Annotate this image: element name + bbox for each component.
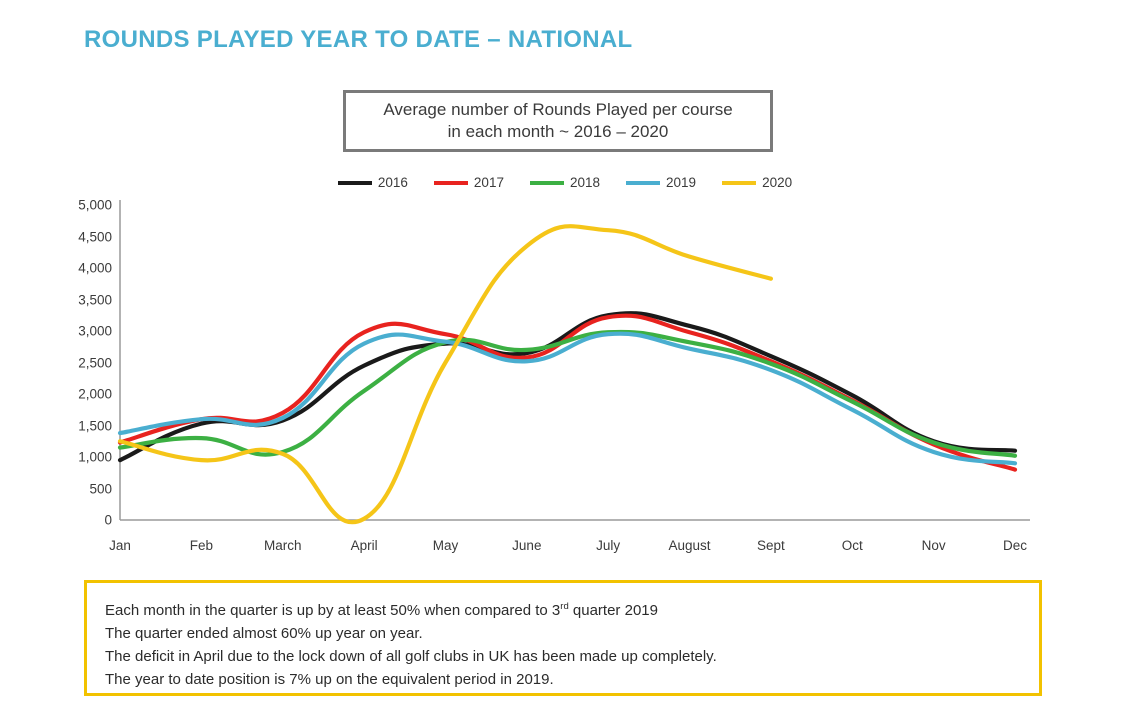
x-tick-May: May	[432, 538, 459, 553]
legend-item-2017	[434, 175, 504, 190]
legend-swatch-2020	[722, 181, 756, 185]
note-line-1-b: quarter 2019	[568, 602, 658, 619]
y-tick-500: 500	[89, 481, 112, 496]
note-line-2: The quarter ended almost 60% up year on year.	[105, 625, 423, 642]
y-tick-4,500: 4,500	[78, 229, 112, 244]
y-tick-1,500: 1,500	[78, 418, 112, 433]
y-tick-2,500: 2,500	[78, 355, 112, 370]
legend-swatch-2019	[626, 181, 660, 185]
y-tick-3,000: 3,000	[78, 323, 112, 339]
x-tick-August: August	[668, 538, 711, 553]
x-tick-April: April	[350, 538, 378, 553]
chart-subtitle-line2: in each month ~ 2016 – 2020	[447, 122, 669, 141]
notes-box	[84, 580, 1042, 696]
y-tick-3,500: 3,500	[78, 292, 112, 307]
note-line-1-sup: rd	[560, 601, 569, 612]
chart-legend	[330, 175, 800, 190]
y-axis-tick-labels	[50, 190, 112, 530]
note-line-3: The deficit in April due to the lock down of all golf clubs in UK has been made up completely.	[105, 648, 717, 665]
legend-item-2020	[722, 175, 792, 190]
chart-subtitle-line1: Average number of Rounds Played per course	[383, 100, 733, 119]
series-line-2018	[120, 332, 1015, 456]
line-chart-svg	[0, 190, 1129, 570]
x-tick-July: July	[596, 538, 621, 553]
series-line-2019	[120, 334, 1015, 464]
note-line-4: The year to date position is 7% up on the equivalent period in 2019.	[105, 671, 554, 688]
series-line-2020	[120, 226, 771, 522]
legend-item-2016	[338, 175, 408, 190]
chart-plot-area	[0, 190, 1129, 570]
note-line-1-a: Each month in the quarter is up by at least 50% when compared to 3	[105, 602, 561, 619]
legend-label-2017: 2017	[473, 175, 504, 190]
legend-label-2020: 2020	[762, 175, 793, 190]
y-tick-0: 0	[104, 512, 112, 528]
page-title: ROUNDS PLAYED YEAR TO DATE – NATIONAL	[84, 26, 633, 53]
legend-label-2019: 2019	[666, 175, 697, 190]
x-tick-Feb: Feb	[189, 538, 213, 553]
x-tick-Sept: Sept	[757, 538, 785, 553]
legend-label-2018: 2018	[569, 175, 601, 190]
legend-swatch-2016	[338, 181, 372, 185]
x-tick-March: March	[263, 538, 302, 553]
x-tick-Nov: Nov	[921, 538, 946, 553]
note-line-1	[105, 595, 1021, 622]
legend-swatch-2018	[530, 181, 564, 185]
y-tick-1,000: 1,000	[78, 449, 112, 465]
chart-subtitle-box	[343, 90, 773, 152]
series-line-2016	[120, 313, 1015, 460]
x-tick-Dec: Dec	[1002, 538, 1028, 553]
chart-subtitle	[383, 99, 732, 143]
y-tick-5,000: 5,000	[78, 197, 112, 213]
legend-item-2018	[530, 175, 600, 190]
legend-item-2019	[626, 175, 696, 190]
legend-label-2016: 2016	[377, 175, 408, 190]
legend-swatch-2017	[434, 181, 468, 185]
x-tick-June: June	[512, 538, 542, 553]
x-tick-Oct: Oct	[841, 538, 863, 553]
y-tick-2,000: 2,000	[78, 386, 112, 402]
y-tick-4,000: 4,000	[78, 260, 112, 276]
x-tick-Jan: Jan	[109, 538, 131, 553]
